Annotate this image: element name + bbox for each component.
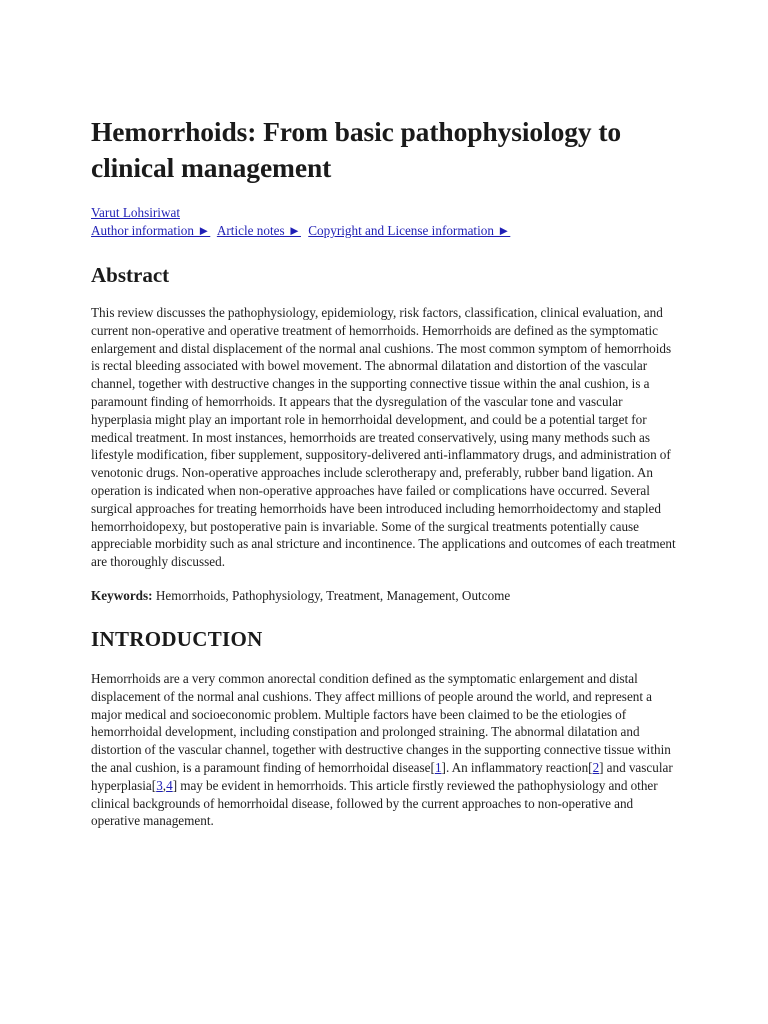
- article-notes-row: [91, 222, 680, 240]
- author-link[interactable]: Varut Lohsiriwat: [91, 205, 180, 220]
- ref-bracket-close: ]: [599, 759, 604, 775]
- introduction-text: [91, 670, 680, 830]
- ref-bracket-open: [: [151, 777, 157, 793]
- intro-text-part: Hemorrhoids are a very common anorectal condition defined as the symptomatic enlargement and distal displacement of the normal anal cushions. They affect millions of people around the world, and represent a major medical and socioeconomic problem. Multiple factors have been claimed to be the etiologies of hemorrhoidal development, including constipation and prolonged straining. The abnormal dilatation and distortion of the vascular channel, together with destructive changes in the supporting connective tissue within the anal cushion, is a paramount finding of hemorrhoidal disease: [91, 670, 671, 775]
- article-title: Hemorrhoids: From basic pathophysiology to clinical management: [91, 116, 622, 183]
- keywords-line: [91, 587, 680, 605]
- reference-link-4[interactable]: 4: [166, 777, 173, 793]
- ref-bracket-open: [: [430, 759, 435, 775]
- abstract-heading: Abstract: [91, 263, 170, 287]
- ref-bracket-close: ]: [441, 759, 446, 775]
- introduction-heading: INTRODUCTION: [91, 626, 263, 651]
- copyright-license-link[interactable]: Copyright and License information ►: [308, 223, 511, 238]
- reference-link-3[interactable]: 3: [156, 777, 163, 793]
- abstract-text: This review discusses the pathophysiology, epidemiology, risk factors, classification, clinical evaluation, and current non-operative and operative treatment of hemorrhoids. Hemorrhoids are defined as the symptomatic enlargement and distal displacement of the normal anal cushions. The most common symptom of hemorrhoids is rectal bleeding associated with bowel movement. The abnormal dilatation and distortion of the vascular channel, together with destructive changes in the supporting connective tissue within the anal cushion, is a paramount finding of hemorrhoids. It appears that the dysregulation of the vascular tone and vascular hyperplasia might play an important role in hemorrhoidal development, and could be a potential target for medical treatment. In most instances, hemorrhoids are treated conservatively, using many methods such as lifestyle modification, fiber supplement, suppository-delivered anti-inflammatory drugs, and administration of venotonic drugs. Non-operative approaches include sclerotherapy and, preferably, rubber band ligation. An operation is indicated when non-operative approaches have failed or complications have occurred. Several surgical approaches for treating hemorrhoids have been introduced including hemorrhoidectomy and stapled hemorrhoidopexy, but postoperative pain is invariable. Some of the surgical treatments potentially cause appreciable morbidity such as anal stricture and incontinence. The applications and outcomes of each treatment are thoroughly discussed.: [91, 305, 676, 570]
- intro-text-part: . An inflammatory reaction: [445, 759, 589, 775]
- reference-link-2[interactable]: 2: [592, 759, 600, 775]
- keywords-label: Keywords:: [91, 587, 153, 603]
- intro-text-part: may be evident in hemorrhoids. This article firstly reviewed the pathophysiology and other clinical backgrounds of hemorrhoidal disease, followed by the current approaches to non-operative and operative management.: [91, 777, 658, 829]
- ref-bracket-open: [: [588, 759, 593, 775]
- article-notes-link[interactable]: Article notes ►: [216, 223, 301, 238]
- ref-separator: ,: [162, 777, 167, 793]
- reference-link-1[interactable]: 1: [434, 759, 442, 775]
- author-row: [91, 204, 680, 222]
- keywords-text: Hemorrhoids, Pathophysiology, Treatment, Management, Outcome: [155, 587, 511, 603]
- intro-text-part: and vascular hyperplasia: [91, 759, 673, 793]
- ref-bracket-close: ]: [172, 777, 178, 793]
- author-information-link[interactable]: Author information ►: [91, 223, 211, 238]
- article-meta: [91, 204, 680, 240]
